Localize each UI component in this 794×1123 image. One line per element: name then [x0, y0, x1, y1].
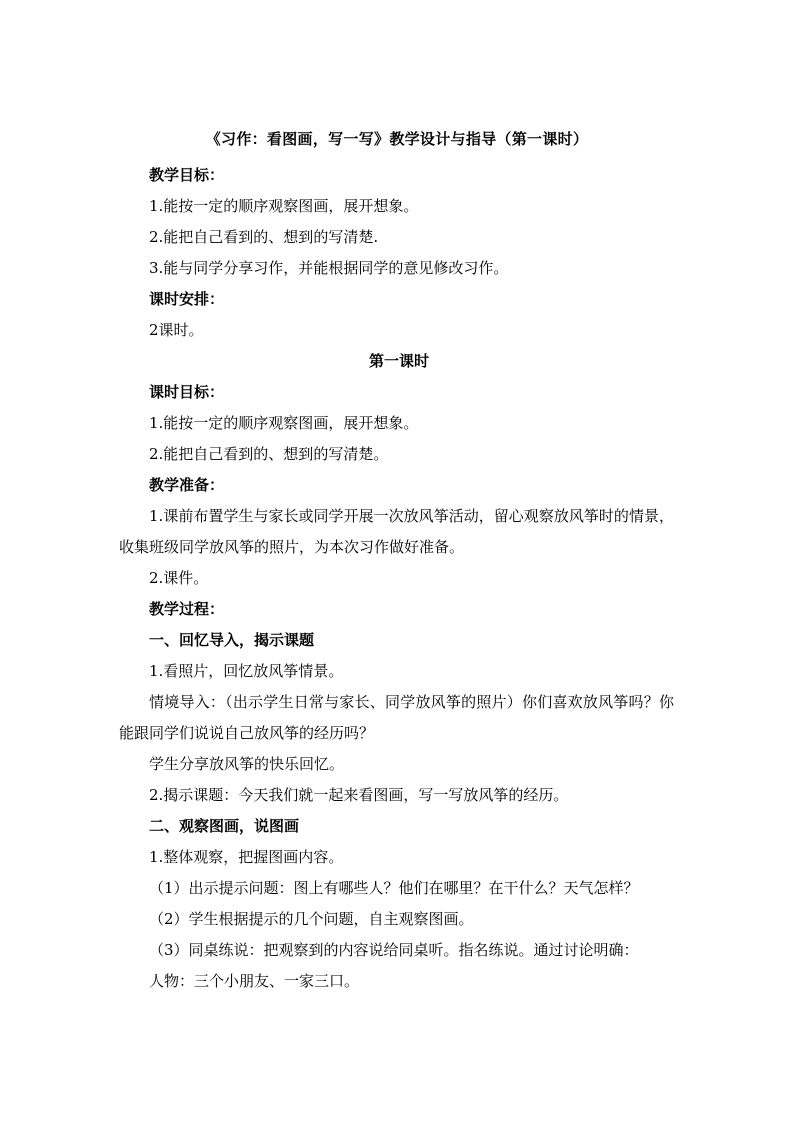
goal-item: 1.能按一定的顺序观察图画，展开想象。: [149, 414, 419, 432]
prep-heading: 教学准备：: [149, 476, 225, 494]
section-line: 1.整体观察，把握图画内容。: [149, 848, 344, 866]
prep-item: 1.课前布置学生与家长或同学开展一次放风筝活动，留心观察放风筝时的情景，收集班级同学放风筝的照片，为本次习作做好准备。: [119, 507, 674, 556]
section-line: 人物：三个小朋友、一家三口。: [149, 972, 360, 990]
lesson-heading: 第一课时: [368, 352, 429, 370]
section-line: （3）同桌练说：把观察到的内容说给同桌听。指名练说。通过讨论明确：: [149, 941, 639, 959]
document-body: [119, 160, 679, 997]
objective-item: 1.能按一定的顺序观察图画，展开想象。: [149, 197, 419, 215]
section-line: 2.揭示课题：今天我们就一起来看图画，写一写放风筝的经历。: [149, 786, 569, 804]
section-heading: 一、回忆导入，揭示课题: [149, 631, 315, 649]
document-title: 《习作：看图画，写一写》教学设计与指导（第一课时）: [205, 130, 589, 148]
objectives-heading: 教学目标：: [149, 166, 225, 184]
section-line: （2）学生根据提示的几个问题，自主观察图画。: [149, 910, 474, 928]
objective-item: 3.能与同学分享习作，并能根据同学的意见修改习作。: [149, 259, 509, 277]
section-heading: 二、观察图画，说图画: [149, 817, 300, 835]
section-line: （1）出示提示问题：图上有哪些人？他们在哪里？在干什么？天气怎样？: [149, 879, 639, 897]
section-line: 情境导入：（出示学生日常与家长、同学放风筝的照片）你们喜欢放风筝吗？你能跟同学们说说自己放风筝的经历吗？: [119, 693, 674, 742]
goals-heading: 课时目标：: [149, 383, 225, 401]
schedule-value: 2课时。: [149, 321, 204, 339]
prep-item: 2.课件。: [149, 569, 209, 587]
schedule-heading: 课时安排：: [149, 290, 225, 308]
objective-item: 2.能把自己看到的、想到的写清楚.: [149, 228, 379, 246]
goal-item: 2.能把自己看到的、想到的写清楚。: [149, 445, 389, 463]
section-line: 1.看照片，回忆放风筝情景。: [149, 662, 344, 680]
process-heading: 教学过程：: [149, 600, 225, 618]
section-line: 学生分享放风筝的快乐回忆。: [149, 755, 345, 773]
